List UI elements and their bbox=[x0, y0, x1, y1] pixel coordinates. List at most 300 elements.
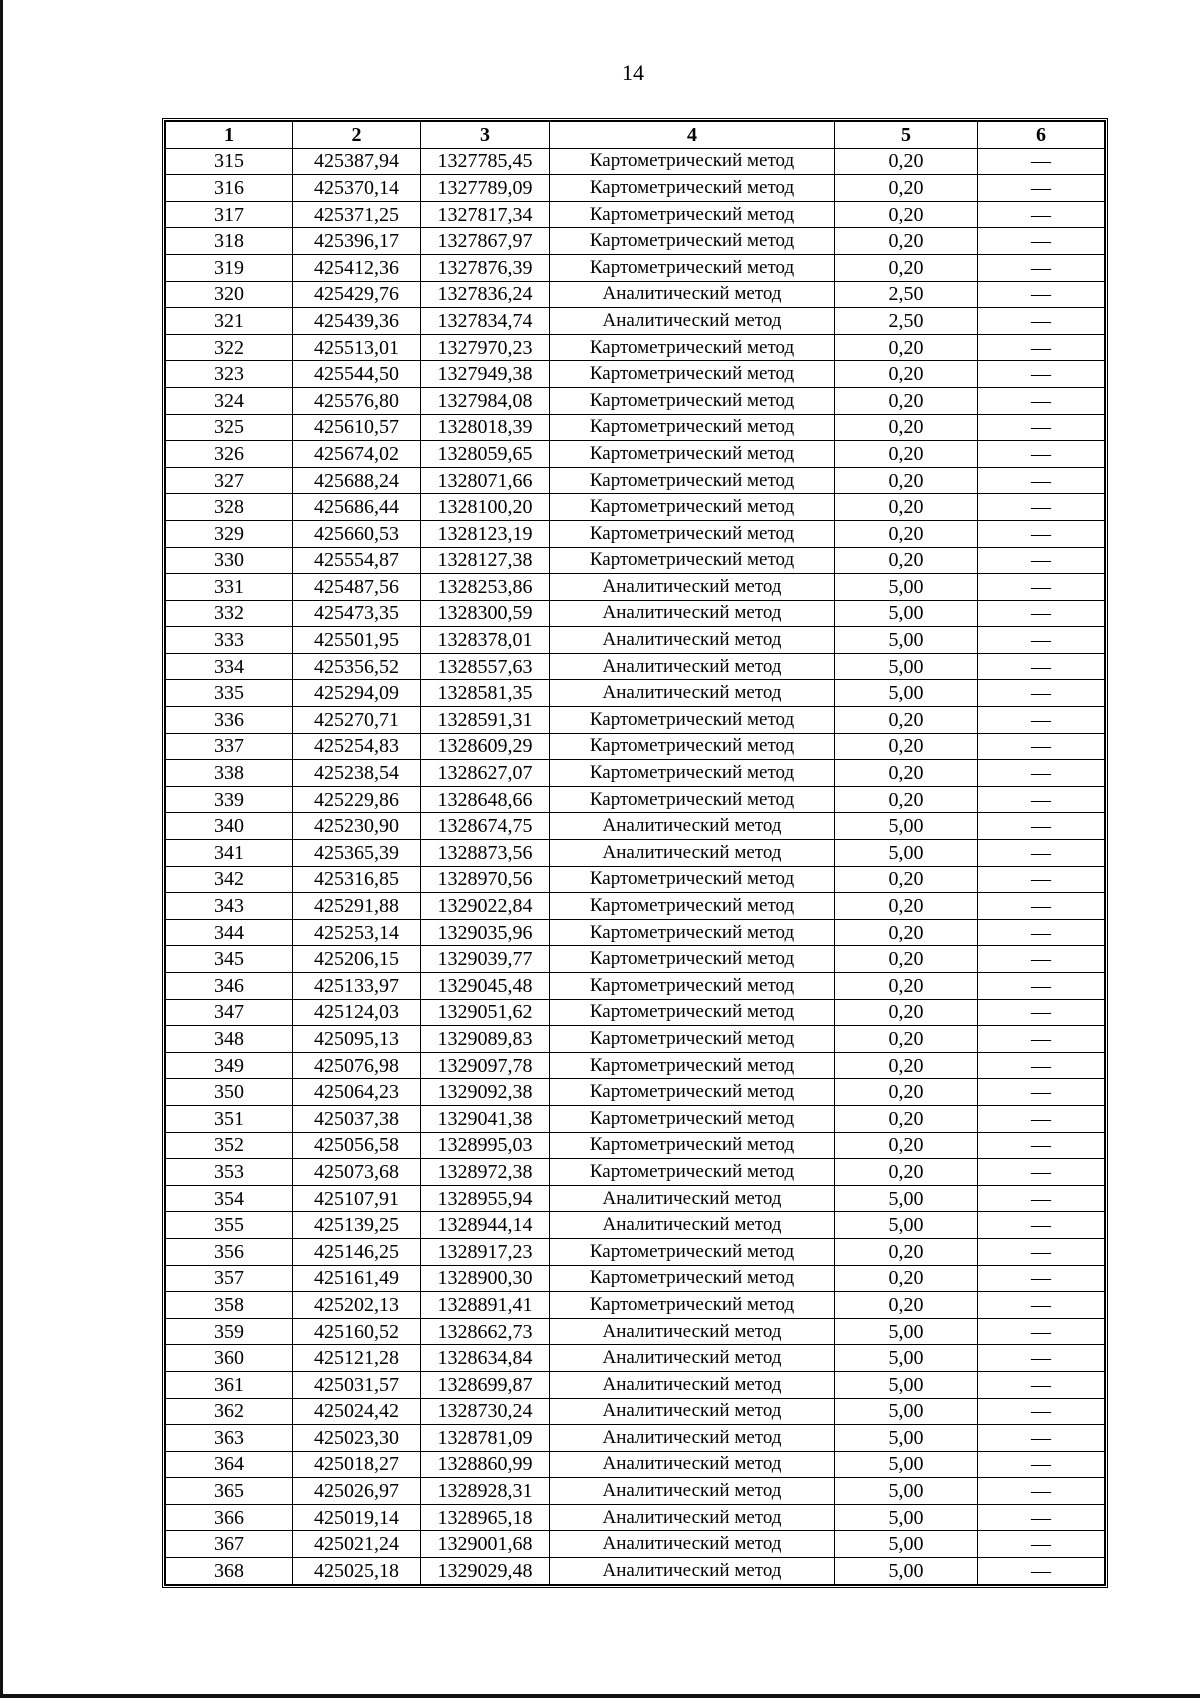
method-cell: Картометрический метод bbox=[550, 547, 835, 574]
y-coordinate-cell: 1328730,24 bbox=[421, 1398, 550, 1425]
description-cell: — bbox=[978, 840, 1105, 867]
accuracy-cell: 5,00 bbox=[835, 813, 978, 840]
x-coordinate-cell: 425121,28 bbox=[293, 1345, 421, 1372]
method-cell: Аналитический метод bbox=[550, 1318, 835, 1345]
description-cell: — bbox=[978, 627, 1105, 654]
accuracy-cell: 0,20 bbox=[835, 1079, 978, 1106]
method-cell: Аналитический метод bbox=[550, 1185, 835, 1212]
scan-edge-bottom bbox=[0, 1694, 1200, 1698]
description-cell: — bbox=[978, 1212, 1105, 1239]
method-cell: Картометрический метод bbox=[550, 387, 835, 414]
description-cell: — bbox=[978, 1425, 1105, 1452]
accuracy-cell: 0,20 bbox=[835, 760, 978, 787]
method-cell: Аналитический метод bbox=[550, 1398, 835, 1425]
y-coordinate-cell: 1328781,09 bbox=[421, 1425, 550, 1452]
x-coordinate-cell: 425686,44 bbox=[293, 494, 421, 521]
point-number-cell: 336 bbox=[166, 707, 293, 734]
method-cell: Картометрический метод bbox=[550, 1238, 835, 1265]
method-cell: Аналитический метод bbox=[550, 680, 835, 707]
table-row bbox=[166, 840, 1105, 867]
method-cell: Аналитический метод bbox=[550, 1531, 835, 1558]
x-coordinate-cell: 425056,58 bbox=[293, 1132, 421, 1159]
point-number-cell: 343 bbox=[166, 893, 293, 920]
table-body bbox=[166, 148, 1105, 1584]
table-row bbox=[166, 1052, 1105, 1079]
table-row bbox=[166, 308, 1105, 335]
table-row bbox=[166, 1238, 1105, 1265]
point-number-cell: 359 bbox=[166, 1318, 293, 1345]
y-coordinate-cell: 1328944,14 bbox=[421, 1212, 550, 1239]
y-coordinate-cell: 1328627,07 bbox=[421, 760, 550, 787]
description-cell: — bbox=[978, 733, 1105, 760]
table-row bbox=[166, 1558, 1105, 1585]
table-row bbox=[166, 254, 1105, 281]
description-cell: — bbox=[978, 919, 1105, 946]
x-coordinate-cell: 425316,85 bbox=[293, 866, 421, 893]
y-coordinate-cell: 1328253,86 bbox=[421, 574, 550, 601]
y-coordinate-cell: 1329029,48 bbox=[421, 1558, 550, 1585]
x-coordinate-cell: 425660,53 bbox=[293, 520, 421, 547]
table-row bbox=[166, 547, 1105, 574]
method-cell: Аналитический метод bbox=[550, 574, 835, 601]
y-coordinate-cell: 1328059,65 bbox=[421, 441, 550, 468]
method-cell: Картометрический метод bbox=[550, 148, 835, 175]
accuracy-cell: 0,20 bbox=[835, 494, 978, 521]
accuracy-cell: 5,00 bbox=[835, 1451, 978, 1478]
description-cell: — bbox=[978, 946, 1105, 973]
description-cell: — bbox=[978, 201, 1105, 228]
y-coordinate-cell: 1328378,01 bbox=[421, 627, 550, 654]
description-cell: — bbox=[978, 494, 1105, 521]
point-number-cell: 327 bbox=[166, 467, 293, 494]
x-coordinate-cell: 425387,94 bbox=[293, 148, 421, 175]
point-number-cell: 356 bbox=[166, 1238, 293, 1265]
method-cell: Картометрический метод bbox=[550, 946, 835, 973]
x-coordinate-cell: 425473,35 bbox=[293, 600, 421, 627]
y-coordinate-cell: 1329051,62 bbox=[421, 999, 550, 1026]
header-cell-3: 3 bbox=[421, 122, 550, 149]
point-number-cell: 324 bbox=[166, 387, 293, 414]
point-number-cell: 346 bbox=[166, 973, 293, 1000]
table-row bbox=[166, 520, 1105, 547]
description-cell: — bbox=[978, 1558, 1105, 1585]
description-cell: — bbox=[978, 1238, 1105, 1265]
description-cell: — bbox=[978, 547, 1105, 574]
description-cell: — bbox=[978, 1159, 1105, 1186]
table-row bbox=[166, 1425, 1105, 1452]
y-coordinate-cell: 1328648,66 bbox=[421, 786, 550, 813]
page-number: 14 bbox=[622, 60, 644, 85]
point-number-cell: 360 bbox=[166, 1345, 293, 1372]
method-cell: Аналитический метод bbox=[550, 627, 835, 654]
accuracy-cell: 0,20 bbox=[835, 973, 978, 1000]
y-coordinate-cell: 1328699,87 bbox=[421, 1371, 550, 1398]
point-number-cell: 318 bbox=[166, 228, 293, 255]
point-number-cell: 349 bbox=[166, 1052, 293, 1079]
point-number-cell: 361 bbox=[166, 1371, 293, 1398]
point-number-cell: 358 bbox=[166, 1292, 293, 1319]
y-coordinate-cell: 1328581,35 bbox=[421, 680, 550, 707]
method-cell: Картометрический метод bbox=[550, 175, 835, 202]
x-coordinate-cell: 425688,24 bbox=[293, 467, 421, 494]
y-coordinate-cell: 1328557,63 bbox=[421, 653, 550, 680]
header-cell-1: 1 bbox=[166, 122, 293, 149]
table-row bbox=[166, 387, 1105, 414]
table-row bbox=[166, 1185, 1105, 1212]
method-cell: Картометрический метод bbox=[550, 201, 835, 228]
accuracy-cell: 0,20 bbox=[835, 707, 978, 734]
method-cell: Картометрический метод bbox=[550, 1079, 835, 1106]
point-number-cell: 363 bbox=[166, 1425, 293, 1452]
accuracy-cell: 5,00 bbox=[835, 1345, 978, 1372]
accuracy-cell: 0,20 bbox=[835, 946, 978, 973]
method-cell: Аналитический метод bbox=[550, 1371, 835, 1398]
point-number-cell: 338 bbox=[166, 760, 293, 787]
y-coordinate-cell: 1328970,56 bbox=[421, 866, 550, 893]
table-row bbox=[166, 946, 1105, 973]
method-cell: Картометрический метод bbox=[550, 414, 835, 441]
x-coordinate-cell: 425160,52 bbox=[293, 1318, 421, 1345]
table-row bbox=[166, 1265, 1105, 1292]
y-coordinate-cell: 1328972,38 bbox=[421, 1159, 550, 1186]
point-number-cell: 344 bbox=[166, 919, 293, 946]
method-cell: Картометрический метод bbox=[550, 919, 835, 946]
accuracy-cell: 0,20 bbox=[835, 175, 978, 202]
accuracy-cell: 0,20 bbox=[835, 1265, 978, 1292]
x-coordinate-cell: 425576,80 bbox=[293, 387, 421, 414]
description-cell: — bbox=[978, 574, 1105, 601]
y-coordinate-cell: 1329097,78 bbox=[421, 1052, 550, 1079]
table-row bbox=[166, 1478, 1105, 1505]
table-row bbox=[166, 175, 1105, 202]
description-cell: — bbox=[978, 175, 1105, 202]
table-row bbox=[166, 1292, 1105, 1319]
table-row bbox=[166, 1451, 1105, 1478]
description-cell: — bbox=[978, 1398, 1105, 1425]
scan-edge-left bbox=[0, 0, 3, 1698]
x-coordinate-cell: 425270,71 bbox=[293, 707, 421, 734]
point-number-cell: 326 bbox=[166, 441, 293, 468]
accuracy-cell: 0,20 bbox=[835, 520, 978, 547]
x-coordinate-cell: 425429,76 bbox=[293, 281, 421, 308]
method-cell: Аналитический метод bbox=[550, 840, 835, 867]
y-coordinate-cell: 1328873,56 bbox=[421, 840, 550, 867]
accuracy-cell: 5,00 bbox=[835, 1371, 978, 1398]
table-row bbox=[166, 1531, 1105, 1558]
description-cell: — bbox=[978, 1318, 1105, 1345]
description-cell: — bbox=[978, 1371, 1105, 1398]
point-number-cell: 334 bbox=[166, 653, 293, 680]
accuracy-cell: 0,20 bbox=[835, 467, 978, 494]
point-number-cell: 366 bbox=[166, 1504, 293, 1531]
accuracy-cell: 0,20 bbox=[835, 1238, 978, 1265]
description-cell: — bbox=[978, 786, 1105, 813]
method-cell: Картометрический метод bbox=[550, 733, 835, 760]
description-cell: — bbox=[978, 1079, 1105, 1106]
method-cell: Аналитический метод bbox=[550, 600, 835, 627]
x-coordinate-cell: 425025,18 bbox=[293, 1558, 421, 1585]
x-coordinate-cell: 425412,36 bbox=[293, 254, 421, 281]
method-cell: Картометрический метод bbox=[550, 973, 835, 1000]
table-row bbox=[166, 1398, 1105, 1425]
accuracy-cell: 5,00 bbox=[835, 627, 978, 654]
table-row bbox=[166, 1318, 1105, 1345]
method-cell: Аналитический метод bbox=[550, 1504, 835, 1531]
x-coordinate-cell: 425161,49 bbox=[293, 1265, 421, 1292]
y-coordinate-cell: 1328018,39 bbox=[421, 414, 550, 441]
point-number-cell: 316 bbox=[166, 175, 293, 202]
accuracy-cell: 0,20 bbox=[835, 1159, 978, 1186]
description-cell: — bbox=[978, 254, 1105, 281]
accuracy-cell: 5,00 bbox=[835, 600, 978, 627]
point-number-cell: 315 bbox=[166, 148, 293, 175]
point-number-cell: 350 bbox=[166, 1079, 293, 1106]
y-coordinate-cell: 1327785,45 bbox=[421, 148, 550, 175]
y-coordinate-cell: 1329089,83 bbox=[421, 1026, 550, 1053]
x-coordinate-cell: 425365,39 bbox=[293, 840, 421, 867]
description-cell: — bbox=[978, 1105, 1105, 1132]
point-number-cell: 323 bbox=[166, 361, 293, 388]
y-coordinate-cell: 1328995,03 bbox=[421, 1132, 550, 1159]
description-cell: — bbox=[978, 813, 1105, 840]
header-cell-5: 5 bbox=[835, 122, 978, 149]
table-row bbox=[166, 228, 1105, 255]
point-number-cell: 367 bbox=[166, 1531, 293, 1558]
table-row bbox=[166, 1105, 1105, 1132]
accuracy-cell: 0,20 bbox=[835, 148, 978, 175]
method-cell: Аналитический метод bbox=[550, 813, 835, 840]
method-cell: Аналитический метод bbox=[550, 1212, 835, 1239]
accuracy-cell: 5,00 bbox=[835, 1212, 978, 1239]
method-cell: Картометрический метод bbox=[550, 707, 835, 734]
method-cell: Картометрический метод bbox=[550, 1105, 835, 1132]
accuracy-cell: 0,20 bbox=[835, 866, 978, 893]
y-coordinate-cell: 1328860,99 bbox=[421, 1451, 550, 1478]
accuracy-cell: 0,20 bbox=[835, 1132, 978, 1159]
accuracy-cell: 0,20 bbox=[835, 254, 978, 281]
y-coordinate-cell: 1328591,31 bbox=[421, 707, 550, 734]
point-number-cell: 348 bbox=[166, 1026, 293, 1053]
accuracy-cell: 0,20 bbox=[835, 228, 978, 255]
description-cell: — bbox=[978, 1052, 1105, 1079]
description-cell: — bbox=[978, 1531, 1105, 1558]
table-row bbox=[166, 866, 1105, 893]
point-number-cell: 362 bbox=[166, 1398, 293, 1425]
table-row bbox=[166, 1212, 1105, 1239]
point-number-cell: 332 bbox=[166, 600, 293, 627]
accuracy-cell: 0,20 bbox=[835, 441, 978, 468]
y-coordinate-cell: 1328071,66 bbox=[421, 467, 550, 494]
point-number-cell: 319 bbox=[166, 254, 293, 281]
method-cell: Картометрический метод bbox=[550, 441, 835, 468]
method-cell: Аналитический метод bbox=[550, 1451, 835, 1478]
table-row bbox=[166, 414, 1105, 441]
x-coordinate-cell: 425019,14 bbox=[293, 1504, 421, 1531]
x-coordinate-cell: 425674,02 bbox=[293, 441, 421, 468]
point-number-cell: 365 bbox=[166, 1478, 293, 1505]
description-cell: — bbox=[978, 387, 1105, 414]
y-coordinate-cell: 1327817,34 bbox=[421, 201, 550, 228]
x-coordinate-cell: 425253,14 bbox=[293, 919, 421, 946]
x-coordinate-cell: 425202,13 bbox=[293, 1292, 421, 1319]
point-number-cell: 342 bbox=[166, 866, 293, 893]
point-number-cell: 320 bbox=[166, 281, 293, 308]
method-cell: Картометрический метод bbox=[550, 361, 835, 388]
method-cell: Аналитический метод bbox=[550, 653, 835, 680]
x-coordinate-cell: 425371,25 bbox=[293, 201, 421, 228]
description-cell: — bbox=[978, 281, 1105, 308]
table-row bbox=[166, 760, 1105, 787]
description-cell: — bbox=[978, 999, 1105, 1026]
x-coordinate-cell: 425439,36 bbox=[293, 308, 421, 335]
method-cell: Картометрический метод bbox=[550, 866, 835, 893]
accuracy-cell: 0,20 bbox=[835, 334, 978, 361]
x-coordinate-cell: 425544,50 bbox=[293, 361, 421, 388]
method-cell: Аналитический метод bbox=[550, 1345, 835, 1372]
y-coordinate-cell: 1327867,97 bbox=[421, 228, 550, 255]
point-number-cell: 329 bbox=[166, 520, 293, 547]
method-cell: Картометрический метод bbox=[550, 334, 835, 361]
point-number-cell: 341 bbox=[166, 840, 293, 867]
x-coordinate-cell: 425031,57 bbox=[293, 1371, 421, 1398]
description-cell: — bbox=[978, 1292, 1105, 1319]
table-row bbox=[166, 1504, 1105, 1531]
y-coordinate-cell: 1329001,68 bbox=[421, 1531, 550, 1558]
table-row bbox=[166, 281, 1105, 308]
point-number-cell: 322 bbox=[166, 334, 293, 361]
x-coordinate-cell: 425513,01 bbox=[293, 334, 421, 361]
y-coordinate-cell: 1329022,84 bbox=[421, 893, 550, 920]
method-cell: Картометрический метод bbox=[550, 467, 835, 494]
y-coordinate-cell: 1329035,96 bbox=[421, 919, 550, 946]
point-number-cell: 355 bbox=[166, 1212, 293, 1239]
x-coordinate-cell: 425238,54 bbox=[293, 760, 421, 787]
x-coordinate-cell: 425133,97 bbox=[293, 973, 421, 1000]
table-row bbox=[166, 680, 1105, 707]
description-cell: — bbox=[978, 334, 1105, 361]
description-cell: — bbox=[978, 1265, 1105, 1292]
description-cell: — bbox=[978, 441, 1105, 468]
method-cell: Картометрический метод bbox=[550, 999, 835, 1026]
point-number-cell: 345 bbox=[166, 946, 293, 973]
x-coordinate-cell: 425124,03 bbox=[293, 999, 421, 1026]
description-cell: — bbox=[978, 1504, 1105, 1531]
x-coordinate-cell: 425021,24 bbox=[293, 1531, 421, 1558]
y-coordinate-cell: 1329045,48 bbox=[421, 973, 550, 1000]
method-cell: Картометрический метод bbox=[550, 254, 835, 281]
header-cell-2: 2 bbox=[293, 122, 421, 149]
table-row bbox=[166, 999, 1105, 1026]
y-coordinate-cell: 1328674,75 bbox=[421, 813, 550, 840]
header-cell-4: 4 bbox=[550, 122, 835, 149]
coordinates-table-frame bbox=[162, 118, 1108, 1588]
method-cell: Картометрический метод bbox=[550, 1292, 835, 1319]
table-row bbox=[166, 334, 1105, 361]
accuracy-cell: 0,20 bbox=[835, 1105, 978, 1132]
accuracy-cell: 5,00 bbox=[835, 1531, 978, 1558]
x-coordinate-cell: 425024,42 bbox=[293, 1398, 421, 1425]
accuracy-cell: 0,20 bbox=[835, 919, 978, 946]
accuracy-cell: 0,20 bbox=[835, 786, 978, 813]
method-cell: Картометрический метод bbox=[550, 1265, 835, 1292]
table-row bbox=[166, 1079, 1105, 1106]
table-row bbox=[166, 893, 1105, 920]
point-number-cell: 337 bbox=[166, 733, 293, 760]
description-cell: — bbox=[978, 893, 1105, 920]
table-row bbox=[166, 786, 1105, 813]
description-cell: — bbox=[978, 866, 1105, 893]
point-number-cell: 351 bbox=[166, 1105, 293, 1132]
point-number-cell: 364 bbox=[166, 1451, 293, 1478]
description-cell: — bbox=[978, 1345, 1105, 1372]
method-cell: Картометрический метод bbox=[550, 520, 835, 547]
description-cell: — bbox=[978, 467, 1105, 494]
point-number-cell: 330 bbox=[166, 547, 293, 574]
description-cell: — bbox=[978, 973, 1105, 1000]
x-coordinate-cell: 425146,25 bbox=[293, 1238, 421, 1265]
accuracy-cell: 0,20 bbox=[835, 733, 978, 760]
method-cell: Картометрический метод bbox=[550, 228, 835, 255]
x-coordinate-cell: 425073,68 bbox=[293, 1159, 421, 1186]
accuracy-cell: 5,00 bbox=[835, 1185, 978, 1212]
point-number-cell: 331 bbox=[166, 574, 293, 601]
point-number-cell: 328 bbox=[166, 494, 293, 521]
x-coordinate-cell: 425487,56 bbox=[293, 574, 421, 601]
x-coordinate-cell: 425076,98 bbox=[293, 1052, 421, 1079]
accuracy-cell: 0,20 bbox=[835, 893, 978, 920]
accuracy-cell: 0,20 bbox=[835, 414, 978, 441]
accuracy-cell: 2,50 bbox=[835, 308, 978, 335]
accuracy-cell: 0,20 bbox=[835, 361, 978, 388]
method-cell: Аналитический метод bbox=[550, 1478, 835, 1505]
x-coordinate-cell: 425554,87 bbox=[293, 547, 421, 574]
table-row bbox=[166, 813, 1105, 840]
table-row bbox=[166, 1159, 1105, 1186]
y-coordinate-cell: 1328100,20 bbox=[421, 494, 550, 521]
method-cell: Картометрический метод bbox=[550, 760, 835, 787]
accuracy-cell: 5,00 bbox=[835, 574, 978, 601]
y-coordinate-cell: 1327949,38 bbox=[421, 361, 550, 388]
method-cell: Картометрический метод bbox=[550, 786, 835, 813]
y-coordinate-cell: 1328123,19 bbox=[421, 520, 550, 547]
description-cell: — bbox=[978, 1478, 1105, 1505]
method-cell: Аналитический метод bbox=[550, 1558, 835, 1585]
x-coordinate-cell: 425501,95 bbox=[293, 627, 421, 654]
x-coordinate-cell: 425370,14 bbox=[293, 175, 421, 202]
header-cell-6: 6 bbox=[978, 122, 1105, 149]
point-number-cell: 340 bbox=[166, 813, 293, 840]
y-coordinate-cell: 1328955,94 bbox=[421, 1185, 550, 1212]
coordinates-table bbox=[165, 121, 1105, 1585]
x-coordinate-cell: 425026,97 bbox=[293, 1478, 421, 1505]
accuracy-cell: 0,20 bbox=[835, 387, 978, 414]
accuracy-cell: 5,00 bbox=[835, 1318, 978, 1345]
description-cell: — bbox=[978, 148, 1105, 175]
method-cell: Картометрический метод bbox=[550, 1132, 835, 1159]
table-row bbox=[166, 653, 1105, 680]
y-coordinate-cell: 1328917,23 bbox=[421, 1238, 550, 1265]
accuracy-cell: 5,00 bbox=[835, 840, 978, 867]
accuracy-cell: 5,00 bbox=[835, 653, 978, 680]
point-number-cell: 335 bbox=[166, 680, 293, 707]
method-cell: Аналитический метод bbox=[550, 308, 835, 335]
x-coordinate-cell: 425139,25 bbox=[293, 1212, 421, 1239]
point-number-cell: 321 bbox=[166, 308, 293, 335]
table-row bbox=[166, 1132, 1105, 1159]
y-coordinate-cell: 1329039,77 bbox=[421, 946, 550, 973]
description-cell: — bbox=[978, 600, 1105, 627]
table-row bbox=[166, 148, 1105, 175]
